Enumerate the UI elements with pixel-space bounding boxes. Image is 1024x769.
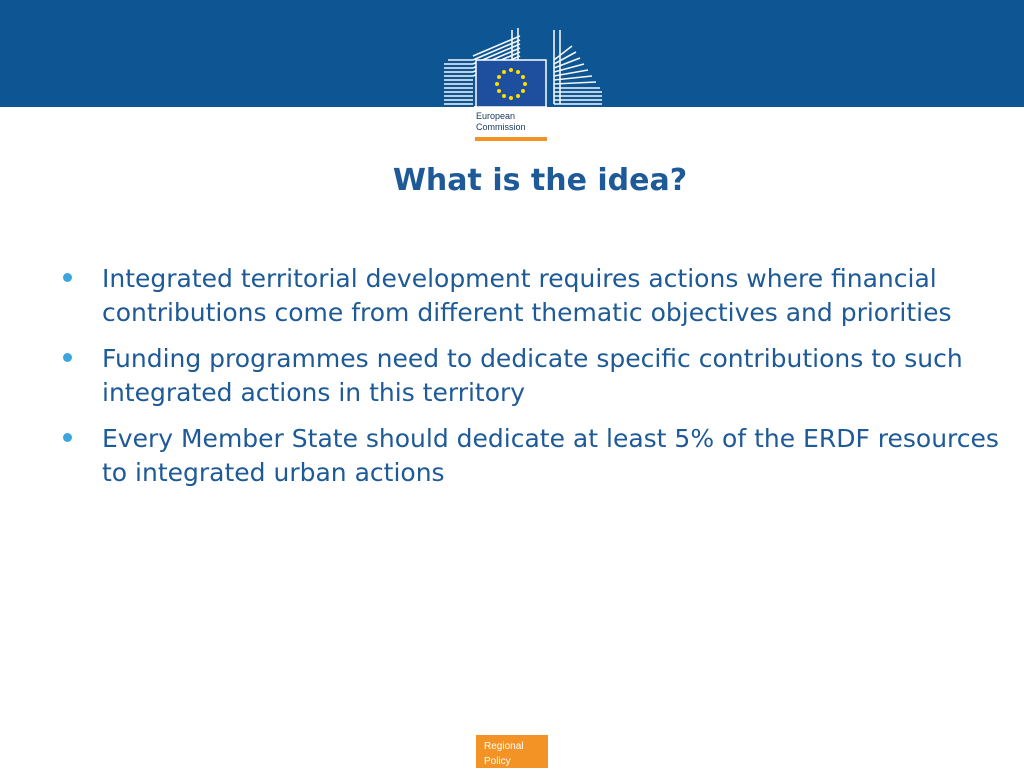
list-item [52,262,1002,330]
bullet-text: Integrated territorial development requires actions where financial contributions come from different thematic objectives and priorities [102,264,952,327]
logo-accent-bar [475,137,547,141]
logo-line-commission: Commission [476,122,526,132]
bullet-text: Funding programmes need to dedicate specific contributions to such integrated actions in this territory [102,344,963,407]
list-item [52,342,1002,410]
bullet-icon [63,353,72,362]
logo-wordmark [476,111,546,133]
logo-line-european: European [476,111,516,121]
footer-label [484,739,544,769]
bullet-icon [63,433,72,442]
list-item [52,422,1002,490]
footer-line-policy: Policy [484,756,511,767]
bullet-icon [63,273,72,282]
bullet-list [52,262,1002,502]
footer-line-regional: Regional [484,741,524,752]
regional-policy-tag [476,735,548,768]
slide-title: What is the idea? [392,163,688,198]
bullet-text: Every Member State should dedicate at least 5% of the ERDF resources to integrated urban actions [102,424,999,487]
